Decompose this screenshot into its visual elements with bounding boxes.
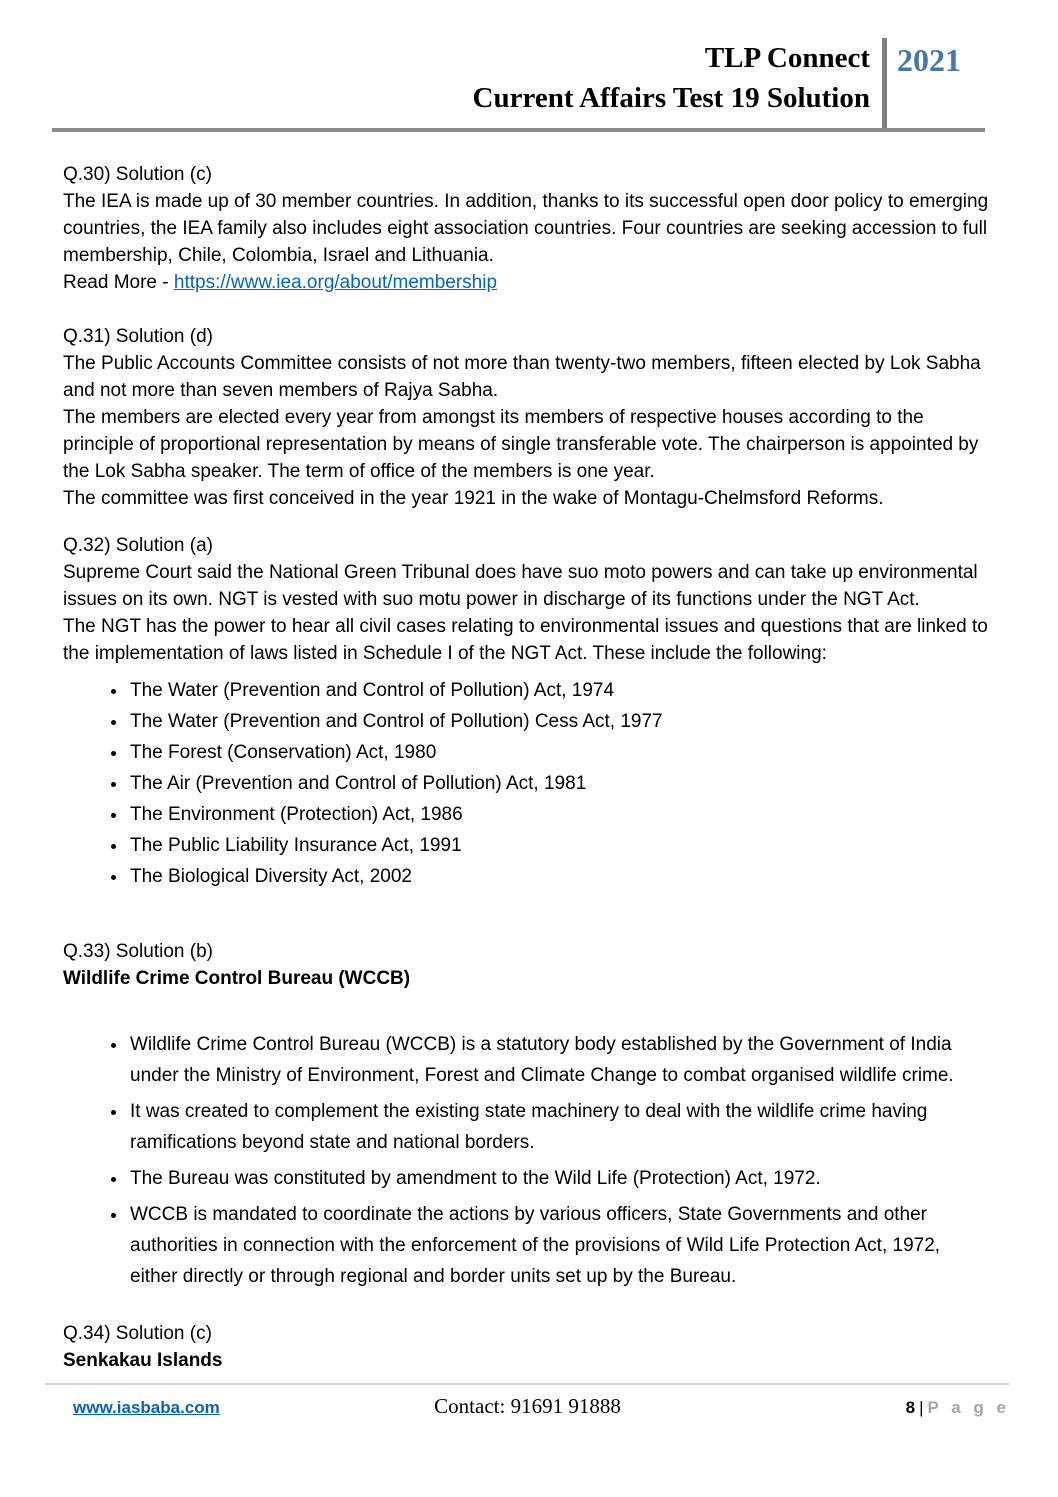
list-item: • The Water (Prevention and Control of Pollution) Cess Act, 1977: [128, 706, 990, 737]
list-item: • WCCB is mandated to coordinate the actions by various officers, State Governments and other authorities in connection with the enforcement of the provisions of Wild Life Protection Act, 1972, either directly or through regional and border units set up by the Bureau.: [128, 1199, 990, 1292]
read-more-line: [63, 269, 990, 296]
q31-paragraph-3: The committee was first conceived in the year 1921 in the wake of Montagu-Chelmsford Reforms.: [63, 488, 884, 509]
q34-subheading: Senkakau Islands: [63, 1350, 223, 1371]
list-item: • The Water (Prevention and Control of Pollution) Act, 1974: [128, 675, 990, 706]
q31-heading: Q.31) Solution (d): [63, 326, 213, 347]
list-item: • The Public Liability Insurance Act, 1991: [128, 830, 990, 861]
q32-paragraph-1: Supreme Court said the National Green Tribunal does have suo moto powers and can take up environmental issues on its own. NGT is vested with suo motu power in discharge of its functions under the NGT Act.: [63, 562, 978, 610]
list-item: • Wildlife Crime Control Bureau (WCCB) is a statutory body established by the Government of India under the Ministry of Environment, Forest and Climate Change to combat organised wildlife crime.: [128, 1029, 990, 1091]
title-line-1: TLP Connect: [704, 42, 870, 74]
list-item: • The Air (Prevention and Control of Pollution) Act, 1981: [128, 768, 990, 799]
q33-subheading: Wildlife Crime Control Bureau (WCCB): [63, 968, 411, 989]
header-title-row: [52, 38, 985, 128]
q30-heading: Q.30) Solution (c): [63, 164, 212, 185]
page-number: 8: [905, 1398, 916, 1417]
page-indicator: [621, 1398, 1010, 1418]
q30-body: The IEA is made up of 30 member countries. In addition, thanks to its successful open door policy to emerging countries, the IEA family also includes eight association countries. Four countries are seeking accession to full membership, Chile, Colombia, Israel and Lithuania.: [63, 191, 989, 266]
q31-paragraph-1: The Public Accounts Committee consists of not more than twenty-two members, fifteen elected by Lok Sabha and not more than seven members of Rajya Sabha.: [63, 353, 981, 401]
list-item: • The Environment (Protection) Act, 1986: [128, 799, 990, 830]
page-header: [0, 0, 1058, 132]
section-q32: [63, 532, 990, 892]
header-horizontal-rule: [52, 128, 985, 132]
year-badge: 2021: [897, 42, 961, 78]
section-q33: [63, 938, 990, 1292]
document-title: [52, 38, 882, 128]
page-separator: |: [919, 1398, 924, 1417]
list-item: • The Forest (Conservation) Act, 1980: [128, 737, 990, 768]
q32-acts-list: [63, 675, 990, 892]
section-q30: [63, 161, 990, 296]
page-word: P a g e: [927, 1398, 1010, 1417]
q32-paragraph-2: The NGT has the power to hear all civil cases relating to environmental issues and questions that are linked to the implementation of laws listed in Schedule I of the NGT Act. These include the following:: [63, 616, 988, 664]
page-footer: [45, 1383, 1010, 1419]
list-item: • It was created to complement the existing state machinery to deal with the wildlife crime having ramifications beyond state and national borders.: [128, 1096, 990, 1158]
q33-heading: Q.33) Solution (b): [63, 941, 213, 962]
q32-heading: Q.32) Solution (a): [63, 535, 213, 556]
q33-points-list: [63, 1029, 990, 1292]
section-q31: [63, 323, 990, 512]
document-body: [63, 161, 990, 1374]
section-q34: [63, 1320, 990, 1374]
read-more-link[interactable]: https://www.iea.org/about/membership: [173, 272, 498, 293]
title-line-2: Current Affairs Test 19 Solution: [472, 82, 870, 114]
read-more-label: Read More -: [63, 272, 174, 293]
list-item: • The Bureau was constituted by amendment to the Wild Life (Protection) Act, 1972.: [128, 1163, 990, 1194]
footer-left: [45, 1398, 434, 1418]
list-item: • The Biological Diversity Act, 2002: [128, 861, 990, 892]
q31-paragraph-2: The members are elected every year from amongst its members of respective houses according to the principle of proportional representation by means of single transferable vote. The chairperson is appointed by the Lok Sabha speaker. The term of office of the members is one year.: [63, 407, 979, 482]
q34-heading: Q.34) Solution (c): [63, 1323, 212, 1344]
contact-info: Contact: 91691 91888: [434, 1394, 621, 1418]
website-link[interactable]: www.iasbaba.com: [73, 1398, 220, 1417]
